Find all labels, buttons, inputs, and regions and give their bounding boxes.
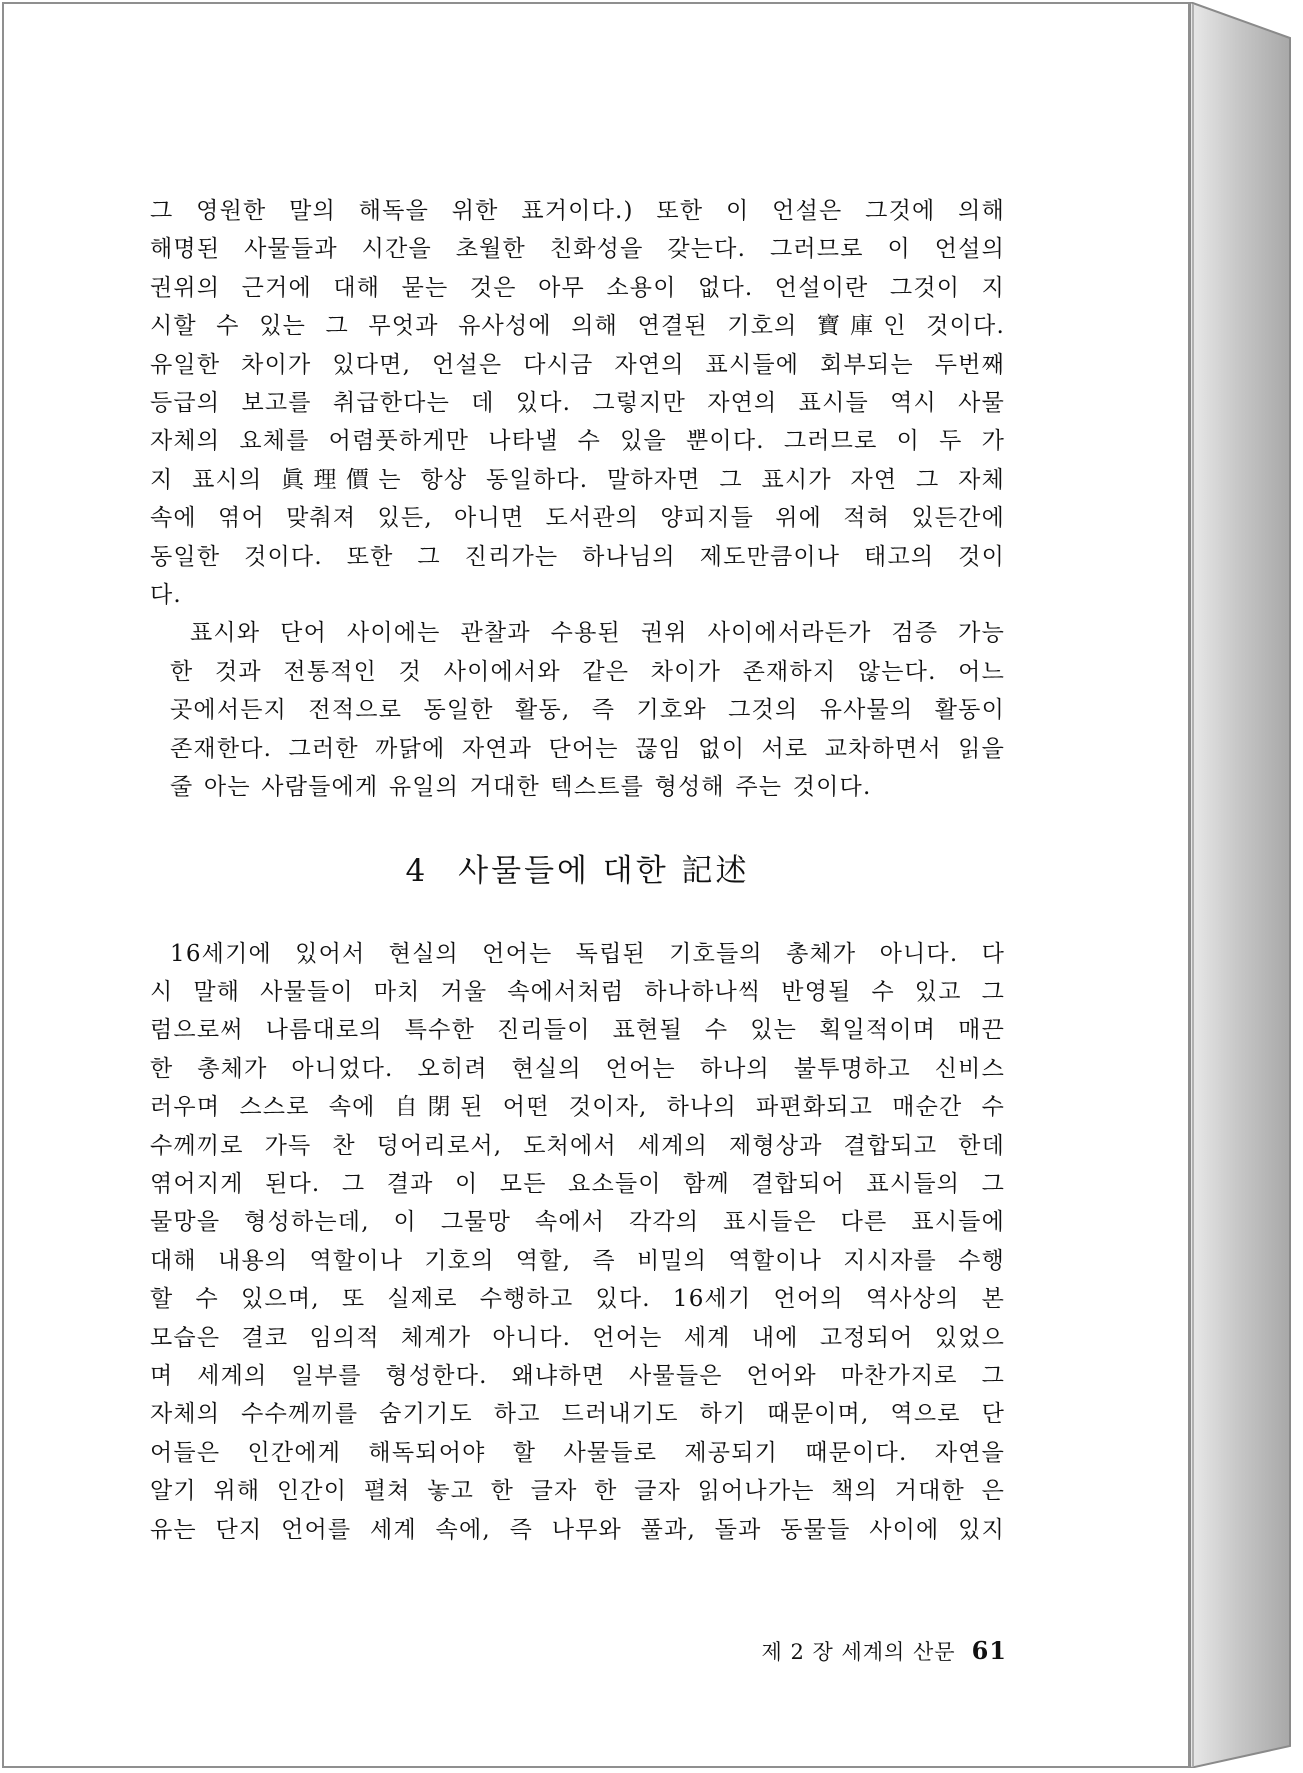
text-line: 한 총체가 아니었다. 오히려 현실의 언어는 하나의 불투명하고 신비스 bbox=[150, 1055, 1005, 1082]
text-line: 물망을 형성하는데, 이 그물망 속에서 각각의 표시들은 다른 표시들에 bbox=[150, 1209, 1005, 1236]
text-line: 자체의 수수께끼를 숨기기도 하고 드러내기도 하기 때문이며, 역으로 단 bbox=[150, 1401, 1005, 1428]
text-line: 지 표시의 眞理價는 항상 동일하다. 말하자면 그 표시가 자연 그 자체 bbox=[150, 466, 1005, 493]
paragraph-continued bbox=[150, 192, 1005, 614]
text-line: 표시와 단어 사이에는 관찰과 수용된 권위 사이에서라든가 검증 가능 bbox=[190, 620, 1005, 647]
text-line: 자체의 요체를 어렴풋하게만 나타낼 수 있을 뿐이다. 그러므로 이 두 가 bbox=[150, 428, 1005, 455]
text-line: 등급의 보고를 취급한다는 데 있다. 그렇지만 자연의 표시들 역시 사물 bbox=[150, 390, 1005, 417]
text-line: 러우며 스스로 속에 自閉된 어떤 것이자, 하나의 파편화되고 매순간 수 bbox=[150, 1094, 1005, 1121]
text-line: 럼으로써 나름대로의 특수한 진리들이 표현될 수 있는 획일적이며 매끈 bbox=[150, 1017, 1005, 1044]
text-line: 엮어지게 된다. 그 결과 이 모든 요소들이 함께 결합되어 표시들의 그 bbox=[150, 1170, 1005, 1197]
page-body bbox=[150, 192, 1005, 1549]
text-line: 알기 위해 인간이 펼쳐 놓고 한 글자 한 글자 읽어나가는 책의 거대한 은 bbox=[150, 1478, 1005, 1505]
section-number: 4 bbox=[405, 852, 429, 889]
text-line: 어들은 인간에게 해독되어야 할 사물들로 제공되기 때문이다. 자연을 bbox=[150, 1439, 1005, 1466]
paragraph-signs-and-words bbox=[150, 614, 1005, 806]
text-line: 대해 내용의 역할이나 기호의 역할, 즉 비밀의 역할이나 지시자를 수행 bbox=[150, 1247, 1005, 1274]
text-line: 16세기에 있어서 현실의 언어는 독립된 기호들의 총체가 아니다. 다 bbox=[170, 940, 1005, 967]
text-line: 속에 엮어 맞춰져 있든, 아니면 도서관의 양피지들 위에 적혀 있든간에 bbox=[150, 505, 1005, 532]
chapter-title: 제 2 장 세계의 산문 bbox=[761, 1640, 956, 1664]
text-line: 해명된 사물들과 시간을 초월한 친화성을 갖는다. 그러므로 이 언설의 bbox=[150, 236, 1005, 263]
text-line: 할 수 있으며, 또 실제로 수행하고 있다. 16세기 언어의 역사상의 본 bbox=[150, 1286, 1005, 1313]
text-line: 모습은 결코 임의적 체계가 아니다. 언어는 세계 내에 고정되어 있었으 bbox=[150, 1324, 1005, 1351]
text-line: 줄 아는 사람들에게 유일의 거대한 텍스트를 형성해 주는 것이다. bbox=[170, 774, 872, 801]
text-line: 다. bbox=[150, 582, 182, 609]
text-line: 존재한다. 그러한 까닭에 자연과 단어는 끊임 없이 서로 교차하면서 읽을 bbox=[170, 735, 1005, 762]
text-line: 한 것과 전통적인 것 사이에서와 같은 차이가 존재하지 않는다. 어느 bbox=[170, 658, 1005, 685]
text-line: 곳에서든지 전적으로 동일한 활동, 즉 기호와 그것의 유사물의 활동이 bbox=[170, 697, 1005, 724]
section-heading bbox=[150, 839, 1005, 903]
text-line: 유는 단지 언어를 세계 속에, 즉 나무와 풀과, 돌과 동물들 사이에 있지 bbox=[150, 1516, 1005, 1543]
text-line: 며 세계의 일부를 형성한다. 왜냐하면 사물들은 언어와 마찬가지로 그 bbox=[150, 1362, 1005, 1389]
page-edge-face bbox=[1190, 2, 1290, 1768]
text-line: 시할 수 있는 그 무엇과 유사성에 의해 연결된 기호의 寶庫인 것이다. bbox=[150, 313, 1005, 340]
text-line: 동일한 것이다. 또한 그 진리가는 하나님의 제도만큼이나 태고의 것이 bbox=[150, 543, 1005, 570]
text-line: 수께끼로 가득 찬 덩어리로서, 도처에서 세계의 제형상과 결합되고 한데 bbox=[150, 1132, 1005, 1159]
text-line: 유일한 차이가 있다면, 언설은 다시금 자연의 표시들에 회부되는 두번째 bbox=[150, 351, 1005, 378]
running-footer bbox=[717, 1636, 1007, 1666]
page-number: 61 bbox=[971, 1636, 1007, 1665]
text-line: 그 영원한 말의 해독을 위한 표거이다.) 또한 이 언설은 그것에 의해 bbox=[150, 198, 1005, 224]
text-line: 시 말해 사물들이 마치 거울 속에서처럼 하나하나씩 반영될 수 있고 그 bbox=[150, 978, 1005, 1005]
text-line: 권위의 근거에 대해 묻는 것은 아무 소용이 없다. 언설이란 그것이 지 bbox=[150, 274, 1005, 301]
page-edge-3d bbox=[1190, 2, 1299, 1768]
section-title: 사물들에 대한 記述 bbox=[458, 852, 750, 889]
paragraph-sixteenth-century bbox=[150, 935, 1005, 1550]
